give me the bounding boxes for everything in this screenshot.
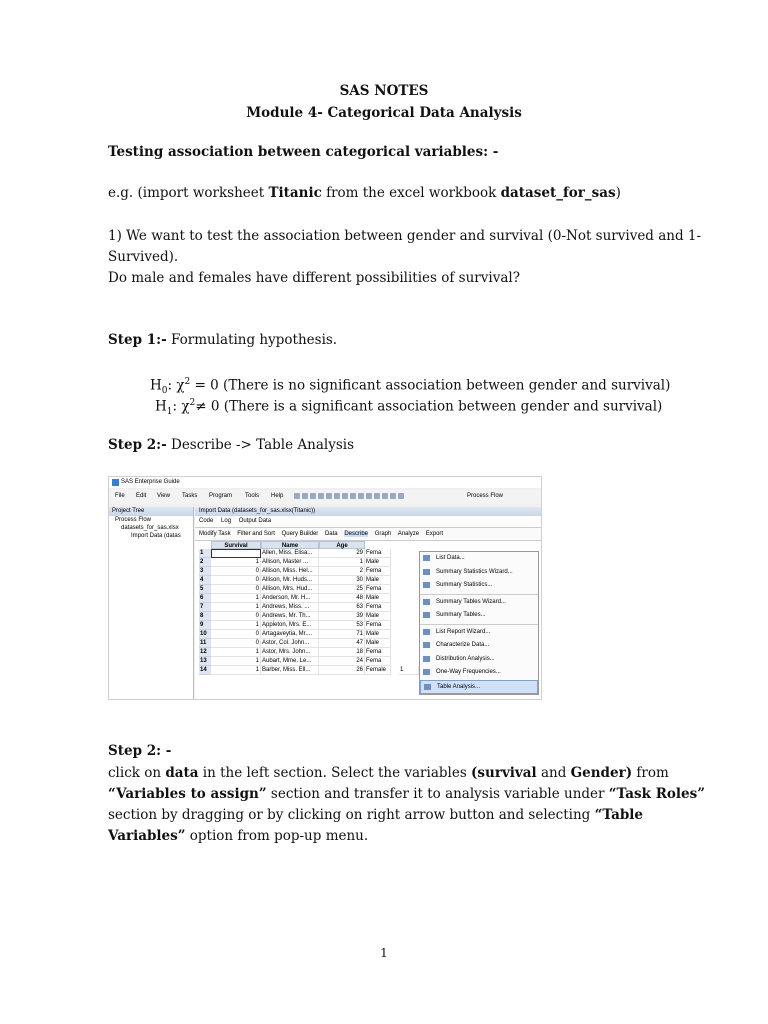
dropdown-item[interactable] <box>420 680 538 695</box>
titlebar <box>109 477 541 488</box>
cell-gender: Fema <box>365 621 391 630</box>
dropdown-item-label: List Report Wizard... <box>436 628 491 635</box>
cell-survival: 0 <box>211 567 261 576</box>
export-menu[interactable]: Export <box>425 531 444 537</box>
cell-age: 1 <box>319 558 365 567</box>
menu-view[interactable]: View <box>157 493 170 499</box>
row-number[interactable]: 12 <box>199 648 211 657</box>
dropdown-item-label: Summary Tables... <box>436 612 486 618</box>
row-number[interactable]: 4 <box>199 576 211 585</box>
cell-name: Allison, Master ... <box>261 558 319 567</box>
app-title: SAS Enterprise Guide <box>121 479 180 485</box>
cell-survival: 0 <box>211 612 261 621</box>
cell-gender: Fema <box>365 549 391 558</box>
dropdown-item-label: Summary Statistics... <box>436 582 493 588</box>
cell-gender: Fema <box>365 603 391 612</box>
cell-name: Allison, Mr. Huds... <box>261 576 319 585</box>
dropdown-item[interactable] <box>420 596 538 610</box>
cell-gender: Fema <box>365 648 391 657</box>
dropdown-item-label: One-Way Frequencies... <box>436 669 501 675</box>
column-header-survival[interactable]: Survival <box>211 541 261 549</box>
cell-age: 71 <box>319 630 365 639</box>
dropdown-item[interactable] <box>420 579 538 593</box>
cell-name: Astor, Col. John... <box>261 639 319 648</box>
row-number[interactable]: 13 <box>199 657 211 666</box>
modify-task-button[interactable]: Modify Task <box>199 531 231 537</box>
cell-survival <box>211 549 261 558</box>
cell-gender: Fema <box>365 657 391 666</box>
menu-item-icon <box>423 599 430 605</box>
row-number[interactable]: 7 <box>199 603 211 612</box>
toolbar-icons <box>294 493 406 501</box>
cell-survival: 0 <box>211 630 261 639</box>
row-number[interactable]: 6 <box>199 594 211 603</box>
menu-tasks[interactable]: Tasks <box>182 493 198 499</box>
dropdown-item[interactable] <box>420 626 538 640</box>
cell-survival: 1 <box>211 558 261 567</box>
row-number[interactable]: 10 <box>199 630 211 639</box>
cell-age: 53 <box>319 621 365 630</box>
tab-code[interactable]: Code <box>199 518 214 524</box>
dropdown-item[interactable] <box>420 653 538 667</box>
cell-survival: 0 <box>211 576 261 585</box>
cell-name: Appleton, Mrs. E... <box>261 621 319 630</box>
project-tree-panel <box>109 507 194 700</box>
cell-survival: 1 <box>211 603 261 612</box>
row-number[interactable]: 14 <box>199 666 211 675</box>
menu-program[interactable]: Program <box>209 493 233 499</box>
menu-help[interactable]: Help <box>271 493 284 499</box>
question-line-3: Do male and females have different possibilities of survival? <box>108 270 520 286</box>
question-line-2: Survived). <box>108 249 179 265</box>
step2b-heading: Step 2: - <box>108 743 172 759</box>
cell-name: Artagaveytia, Mr.... <box>261 630 319 639</box>
row-number[interactable]: 8 <box>199 612 211 621</box>
dropdown-item[interactable] <box>420 552 538 566</box>
cell-survival: 1 <box>211 666 261 675</box>
describe-menu[interactable]: Describe <box>344 531 369 537</box>
describe-dropdown <box>419 551 539 695</box>
tab-log[interactable]: Log <box>221 518 232 524</box>
menu-item-icon <box>423 629 430 635</box>
row-number[interactable]: 3 <box>199 567 211 576</box>
cell-gender: Female <box>365 666 391 675</box>
sas-screenshot <box>108 476 542 700</box>
doc-title: SAS NOTES <box>339 83 429 99</box>
section-title: Testing association between categorical variables: - <box>108 144 499 160</box>
cell-age: 47 <box>319 639 365 648</box>
hypothesis-alt: $H_1$: $\chi^2\ne 0$ (There is a significant association between gender and survival) <box>155 398 663 418</box>
dropdown-item[interactable] <box>420 609 538 623</box>
cell-age: 26 <box>319 666 365 675</box>
dropdown-item-label: Table Analysis... <box>437 683 481 690</box>
menu-edit[interactable]: Edit <box>136 493 147 499</box>
row-number[interactable]: 9 <box>199 621 211 630</box>
menu-item-icon <box>423 669 430 675</box>
cell-name: Astor, Mrs. John... <box>261 648 319 657</box>
cell-name: Andrews, Miss. ... <box>261 603 319 612</box>
filter-sort-button[interactable]: Filter and Sort <box>237 531 275 537</box>
cell-gender: Fema <box>365 585 391 594</box>
cell-survival: 1 <box>211 594 261 603</box>
menu-file[interactable]: File <box>115 493 125 499</box>
cell-gender: Male <box>365 594 391 603</box>
view-tabs <box>195 516 542 528</box>
cell-age: 30 <box>319 576 365 585</box>
dropdown-item-label: Summary Statistics Wizard... <box>436 568 513 575</box>
menu-separator <box>420 624 538 625</box>
cell-name: Allison, Miss. Hel... <box>261 567 319 576</box>
tree-item[interactable]: Process Flow <box>115 517 152 523</box>
row-number[interactable]: 5 <box>199 585 211 594</box>
tab-header[interactable]: Import Data (datasets_for_sas.xlsx(Titanic)) <box>195 507 542 516</box>
cell-age: 39 <box>319 612 365 621</box>
dropdown-item-label: Distribution Analysis... <box>436 655 495 662</box>
tree-item[interactable]: Import Data (datas <box>131 533 181 539</box>
process-flow-button[interactable]: Process Flow <box>467 493 504 499</box>
example-line: e.g. (import worksheet Titanic from the excel workbook dataset_for_sas) <box>108 185 621 201</box>
step2b-line-2: “Variables to assign” section and transfer it to analysis variable under “Task Roles” <box>108 786 706 802</box>
cell-gender: Male <box>365 576 391 585</box>
menu-item-icon <box>423 612 430 618</box>
project-tree-header: Project Tree <box>109 507 193 516</box>
menu-item-icon <box>423 582 430 588</box>
graph-menu[interactable]: Graph <box>374 531 392 537</box>
menu-item-icon <box>423 555 430 561</box>
row-number[interactable]: 2 <box>199 558 211 567</box>
step1-heading: Step 1:- Formulating hypothesis. <box>108 332 338 348</box>
cell-name: Aubart, Mme. Le... <box>261 657 319 666</box>
step2b-line-4: Variables” option from pop-up menu. <box>108 828 369 844</box>
cell-survival: 0 <box>211 585 261 594</box>
dropdown-item[interactable] <box>420 566 538 580</box>
tree-item[interactable]: datasets_for_sas.xlsx <box>121 525 179 531</box>
cell-age: 24 <box>319 657 365 666</box>
cell-age: 25 <box>319 585 365 594</box>
row-number[interactable]: 1 <box>199 549 211 558</box>
column-header-age[interactable]: Age <box>319 541 365 549</box>
cell-gender: Male <box>365 558 391 567</box>
cell-age: 18 <box>319 648 365 657</box>
dropdown-item[interactable] <box>420 666 538 680</box>
dropdown-item[interactable] <box>420 639 538 653</box>
data-menu[interactable]: Data <box>324 531 338 537</box>
row-number[interactable]: 11 <box>199 639 211 648</box>
cell-extra: 1 <box>399 666 419 675</box>
sas-logo-icon <box>112 479 119 486</box>
cell-survival: 1 <box>211 621 261 630</box>
cell-survival: 1 <box>211 648 261 657</box>
hypothesis-null: $H_0$: $\chi^2 = 0$ (There is no significant association between gender and survival) <box>150 377 671 397</box>
menubar <box>109 490 541 504</box>
dropdown-item-label: List Data... <box>436 555 465 561</box>
query-builder-button[interactable]: Query Builder <box>281 531 319 537</box>
cell-name: Allen, Miss. Elisa... <box>261 549 319 558</box>
step2b-line-3: section by dragging or by clicking on right arrow button and selecting “Table <box>108 807 644 823</box>
cell-name: Barber, Miss. Ell... <box>261 666 319 675</box>
dropdown-item-label: Characterize Data... <box>436 642 490 648</box>
cell-age: 29 <box>319 549 365 558</box>
cell-name: Andrews, Mr. Th... <box>261 612 319 621</box>
tab-output-data[interactable]: Output Data <box>238 518 272 524</box>
menu-separator <box>420 594 538 595</box>
step2b-line-1: click on data in the left section. Select the variables (survival and Gender) from <box>108 765 669 781</box>
column-header-name[interactable]: Name <box>261 541 319 549</box>
menu-item-icon <box>423 569 430 575</box>
cell-name: Allison, Mrs. Hud... <box>261 585 319 594</box>
menu-item-icon <box>424 684 431 690</box>
cell-age: 48 <box>319 594 365 603</box>
menu-tools[interactable]: Tools <box>245 493 260 499</box>
cell-gender: Male <box>365 639 391 648</box>
menu-item-icon <box>423 656 430 662</box>
menu-item-icon <box>423 642 430 648</box>
cell-name: Anderson, Mr. H... <box>261 594 319 603</box>
page-number: 1 <box>380 946 388 960</box>
cell-gender: Fema <box>365 567 391 576</box>
cell-age: 63 <box>319 603 365 612</box>
task-toolbar <box>195 528 542 541</box>
dropdown-item-label: Summary Tables Wizard... <box>436 598 506 605</box>
cell-gender: Male <box>365 612 391 621</box>
cell-survival: 1 <box>211 657 261 666</box>
cell-gender: Male <box>365 630 391 639</box>
doc-subtitle: Module 4- Categorical Data Analysis <box>246 105 522 121</box>
cell-survival: 0 <box>211 639 261 648</box>
step2-heading: Step 2:- Describe -> Table Analysis <box>108 437 355 453</box>
analyze-menu[interactable]: Analyze <box>397 531 420 537</box>
question-line-1: 1) We want to test the association between gender and survival (0-Not survived and 1- <box>108 228 702 244</box>
cell-age: 2 <box>319 567 365 576</box>
